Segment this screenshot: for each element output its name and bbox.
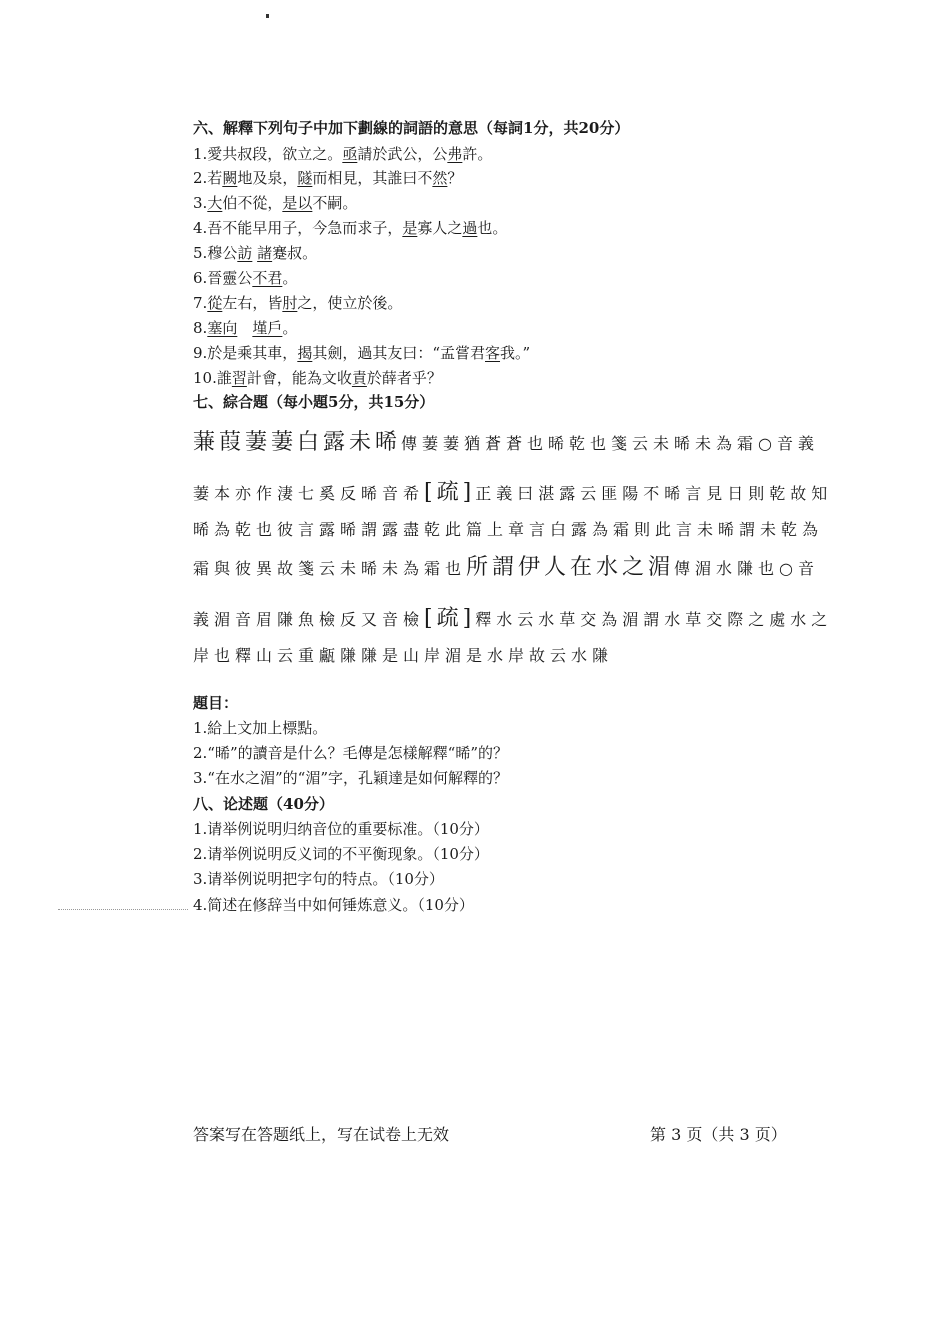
section6-title: 六、解釋下列句子中加下劃線的詞語的意思（每詞1分，共20分） — [193, 119, 630, 137]
essay-4: 4.简述在修辞当中如何锤炼意义。（10分） — [193, 896, 474, 914]
footer-note: 答案写在答题纸上，写在试卷上无效 — [193, 1125, 450, 1144]
passage-line-1: 蒹葭萋萋白露未晞傳萋萋猶蒼蒼也晞乾也箋云未晞未為霜○音義 — [193, 430, 819, 455]
passage-line-3: 晞為乾也彼言露晞謂露盡乾此篇上章言白露為霜則此言未晞謂未乾為 — [193, 520, 824, 539]
scan-dotted-mark — [58, 909, 188, 910]
passage-line-6: 岸也釋山云重甗隒隒是山岸湄是水岸故云水隒 — [193, 646, 614, 665]
s6-item-1: 1.愛共叔段，欲立之。亟請於武公，公弗許。 — [193, 145, 493, 163]
essay-1: 1.请举例说明归纳音位的重要标准。（10分） — [193, 820, 489, 838]
essay-3: 3.请举例说明把字句的特点。（10分） — [193, 870, 444, 888]
passage-line-4: 霜與彼異故箋云未晞未為霜也所謂伊人在水之湄傳湄水隒也○音 — [193, 555, 819, 580]
s6-item-4: 4.吾不能早用子，今急而求子，是寡人之過也。 — [193, 219, 508, 237]
s6-item-9: 9.於是乘其車，揭其劍，過其友曰：“孟嘗君客我。” — [193, 344, 531, 362]
question-3: 3.“在水之湄”的“湄”字，孔穎達是如何解釋的？ — [193, 769, 508, 787]
passage-line-2: 萋本亦作淒七奚反晞音希[疏]正義曰湛露云匪陽不晞言見日則乾故知 — [193, 480, 833, 505]
scan-speck — [266, 14, 269, 18]
s6-item-7: 7.從左右，皆肘之，使立於後。 — [193, 294, 403, 312]
s6-item-2: 2.若闕地及泉，隧而相見，其誰曰不然？ — [193, 169, 463, 187]
s6-item-3: 3.大伯不從，是以不嗣。 — [193, 194, 358, 212]
s6-item-8: 8.塞向 墐戶。 — [193, 319, 298, 337]
s6-item-6: 6.晉靈公不君。 — [193, 269, 298, 287]
question-1: 1.給上文加上標點。 — [193, 719, 328, 737]
section7-title: 七、綜合題（每小題5分，共15分） — [193, 393, 435, 411]
questions-label: 題目： — [193, 694, 239, 712]
passage-line-5: 義湄音眉隒魚檢反又音檢[疏]釋水云水草交為湄謂水草交際之處水之 — [193, 606, 833, 631]
s6-item-10: 10.誰習計會，能為文收責於薛者乎？ — [193, 369, 442, 387]
question-2: 2.“晞”的讀音是什么？毛傳是怎樣解釋“晞”的？ — [193, 744, 508, 762]
s6-item-5: 5.穆公訪 諸蹇叔。 — [193, 244, 318, 262]
section8-title: 八、论述题（40分） — [193, 795, 334, 813]
essay-2: 2.请举例说明反义词的不平衡现象。（10分） — [193, 845, 489, 863]
page-number: 第 3 页（共 3 页） — [650, 1125, 787, 1144]
